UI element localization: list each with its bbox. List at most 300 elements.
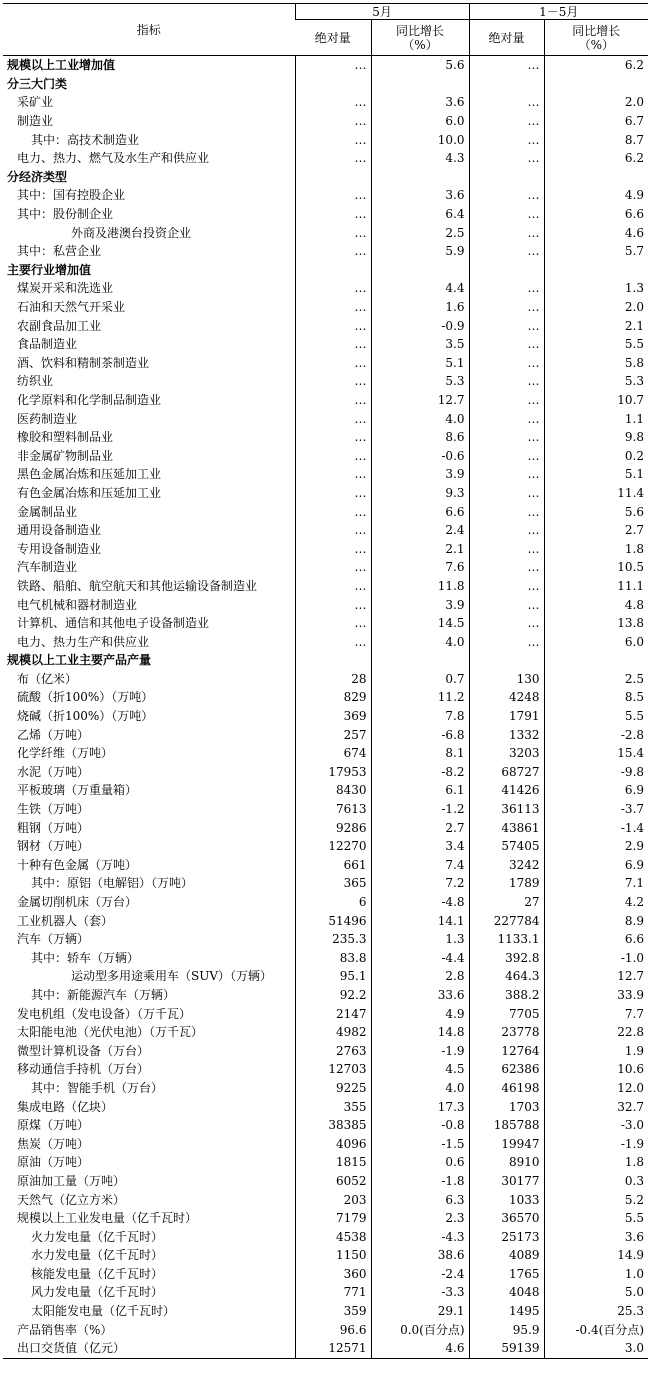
row-label: 外商及港澳台投资企业 bbox=[71, 225, 192, 240]
ytd-yoy-cell: 14.9 bbox=[544, 1246, 648, 1265]
ytd-absolute-cell: 4089 bbox=[469, 1246, 544, 1265]
ytd-absolute-cell: 4248 bbox=[469, 688, 544, 707]
ytd-yoy-cell: 2.5 bbox=[544, 670, 648, 689]
may-yoy-cell: 4.3 bbox=[371, 149, 469, 168]
ytd-absolute-cell: 1133.1 bbox=[469, 930, 544, 949]
ytd-absolute-cell: 36113 bbox=[469, 800, 544, 819]
may-absolute-cell: 355 bbox=[295, 1097, 371, 1116]
may-absolute-cell: 771 bbox=[295, 1283, 371, 1302]
ytd-yoy-cell: 1.8 bbox=[544, 539, 648, 558]
may-absolute-cell: 4538 bbox=[295, 1227, 371, 1246]
may-yoy-cell: -4.8 bbox=[371, 893, 469, 912]
may-yoy-cell: 2.3 bbox=[371, 1209, 469, 1228]
ytd-absolute-cell: 68727 bbox=[469, 763, 544, 782]
may-yoy-cell: 7.6 bbox=[371, 558, 469, 577]
ytd-yoy-cell: 3.6 bbox=[544, 1227, 648, 1246]
header-jan-may: 1－5月 bbox=[469, 4, 648, 20]
row-label: 天然气（亿立方米） bbox=[17, 1192, 126, 1207]
ytd-absolute-cell: … bbox=[469, 595, 544, 614]
may-yoy-cell: 6.3 bbox=[371, 1190, 469, 1209]
ytd-yoy-cell: 5.2 bbox=[544, 1190, 648, 1209]
may-yoy-cell: 6.4 bbox=[371, 205, 469, 224]
ytd-yoy-cell: 2.0 bbox=[544, 298, 648, 317]
row-label: 水力发电量（亿千瓦时） bbox=[31, 1248, 164, 1263]
table-row bbox=[3, 1097, 648, 1116]
table-row bbox=[3, 205, 648, 224]
table-row bbox=[3, 1134, 648, 1153]
may-yoy-cell bbox=[371, 168, 469, 187]
ytd-yoy-cell: 1.3 bbox=[544, 279, 648, 298]
ytd-yoy-cell: 5.5 bbox=[544, 1209, 648, 1228]
row-label: 电气机械和器材制造业 bbox=[17, 597, 138, 612]
table-row bbox=[3, 893, 648, 912]
table-row bbox=[3, 930, 648, 949]
may-yoy-cell: -0.9 bbox=[371, 316, 469, 335]
may-yoy-cell: 11.2 bbox=[371, 688, 469, 707]
may-yoy-cell: 8.6 bbox=[371, 428, 469, 447]
may-absolute-cell: … bbox=[295, 595, 371, 614]
may-yoy-cell: 3.9 bbox=[371, 465, 469, 484]
may-yoy-cell: -1.9 bbox=[371, 1041, 469, 1060]
may-yoy-cell: -1.8 bbox=[371, 1172, 469, 1191]
may-absolute-cell: 360 bbox=[295, 1265, 371, 1284]
row-label: 硫酸（折100%）（万吨） bbox=[17, 690, 154, 705]
may-yoy-cell: 33.6 bbox=[371, 986, 469, 1005]
ytd-absolute-cell: 12764 bbox=[469, 1041, 544, 1060]
ytd-yoy-cell: 8.5 bbox=[544, 688, 648, 707]
ytd-absolute-cell: … bbox=[469, 242, 544, 261]
table-row bbox=[3, 1339, 648, 1358]
ytd-absolute-cell: … bbox=[469, 484, 544, 503]
may-yoy-cell: 3.5 bbox=[371, 335, 469, 354]
may-yoy-cell: -0.8 bbox=[371, 1116, 469, 1135]
header-ytd-absolute: 绝对量 bbox=[469, 20, 544, 56]
row-label: 规模以上工业发电量（亿千瓦时） bbox=[17, 1211, 198, 1226]
ytd-absolute-cell: … bbox=[469, 279, 544, 298]
table-row bbox=[3, 1265, 648, 1284]
may-yoy-cell: 0.7 bbox=[371, 670, 469, 689]
ytd-yoy-cell: 2.7 bbox=[544, 521, 648, 540]
ytd-absolute-cell bbox=[469, 168, 544, 187]
may-absolute-cell: … bbox=[295, 521, 371, 540]
table-row bbox=[3, 316, 648, 335]
ytd-yoy-cell: -3.0 bbox=[544, 1116, 648, 1135]
ytd-absolute-cell: … bbox=[469, 372, 544, 391]
ytd-absolute-cell: 1332 bbox=[469, 725, 544, 744]
row-label: 采矿业 bbox=[17, 95, 54, 110]
may-yoy-cell: 2.7 bbox=[371, 818, 469, 837]
table-row bbox=[3, 967, 648, 986]
may-yoy-cell bbox=[371, 261, 469, 280]
table-row bbox=[3, 112, 648, 131]
may-yoy-cell: 4.6 bbox=[371, 1339, 469, 1358]
may-yoy-cell: -4.4 bbox=[371, 949, 469, 968]
may-yoy-cell: 9.3 bbox=[371, 484, 469, 503]
row-label: 汽车制造业 bbox=[17, 560, 78, 575]
ytd-absolute-cell: … bbox=[469, 335, 544, 354]
may-absolute-cell: 9286 bbox=[295, 818, 371, 837]
may-absolute-cell: 7613 bbox=[295, 800, 371, 819]
may-absolute-cell: … bbox=[295, 242, 371, 261]
may-absolute-cell: 235.3 bbox=[295, 930, 371, 949]
ytd-absolute-cell: 43861 bbox=[469, 818, 544, 837]
may-absolute-cell: 83.8 bbox=[295, 949, 371, 968]
may-yoy-cell: 2.1 bbox=[371, 539, 469, 558]
table-header bbox=[3, 4, 648, 56]
may-yoy-cell: 1.3 bbox=[371, 930, 469, 949]
row-label: 发电机组（发电设备）（万千瓦） bbox=[17, 1006, 192, 1021]
may-absolute-cell: 8430 bbox=[295, 781, 371, 800]
ytd-yoy-cell: 12.0 bbox=[544, 1079, 648, 1098]
may-absolute-cell: 9225 bbox=[295, 1079, 371, 1098]
row-label: 乙烯（万吨） bbox=[17, 727, 90, 742]
row-label: 石油和天然气开采业 bbox=[17, 300, 126, 315]
ytd-absolute-cell: … bbox=[469, 577, 544, 596]
ytd-absolute-cell: … bbox=[469, 614, 544, 633]
ytd-yoy-cell: 22.8 bbox=[544, 1023, 648, 1042]
ytd-yoy-cell bbox=[544, 75, 648, 94]
table-body bbox=[3, 56, 648, 1359]
may-yoy-cell bbox=[371, 75, 469, 94]
ytd-absolute-cell: 59139 bbox=[469, 1339, 544, 1358]
ytd-yoy-cell: 4.8 bbox=[544, 595, 648, 614]
ytd-yoy-cell: 3.0 bbox=[544, 1339, 648, 1358]
row-label: 电力、热力、燃气及水生产和供应业 bbox=[17, 151, 210, 166]
ytd-yoy-cell: 8.9 bbox=[544, 911, 648, 930]
row-label: 微型计算机设备（万台） bbox=[17, 1043, 150, 1058]
may-yoy-cell: -4.3 bbox=[371, 1227, 469, 1246]
industrial-stats-table bbox=[3, 3, 648, 1359]
may-absolute-cell: 95.1 bbox=[295, 967, 371, 986]
row-label: 分经济类型 bbox=[7, 169, 68, 184]
may-yoy-cell: 5.6 bbox=[371, 56, 469, 75]
row-label: 计算机、通信和其他电子设备制造业 bbox=[17, 616, 210, 631]
may-yoy-cell: 0.0(百分点) bbox=[371, 1320, 469, 1339]
row-label: 粗钢（万吨） bbox=[17, 820, 90, 835]
may-absolute-cell: 6 bbox=[295, 893, 371, 912]
may-yoy-cell: 7.2 bbox=[371, 874, 469, 893]
header-may-absolute: 绝对量 bbox=[295, 20, 371, 56]
row-label: 其中：高技术制造业 bbox=[31, 132, 140, 147]
ytd-yoy-cell: 5.5 bbox=[544, 335, 648, 354]
ytd-yoy-cell: -1.4 bbox=[544, 818, 648, 837]
ytd-yoy-cell: 6.6 bbox=[544, 930, 648, 949]
may-yoy-cell: 4.0 bbox=[371, 1079, 469, 1098]
row-label: 其中：股份制企业 bbox=[17, 207, 114, 222]
table-row bbox=[3, 149, 648, 168]
may-absolute-cell: … bbox=[295, 558, 371, 577]
ytd-absolute-cell: … bbox=[469, 149, 544, 168]
row-label: 电力、热力生产和供应业 bbox=[17, 634, 150, 649]
ytd-yoy-cell: 10.7 bbox=[544, 391, 648, 410]
ytd-absolute-cell: … bbox=[469, 521, 544, 540]
ytd-absolute-cell bbox=[469, 261, 544, 280]
may-absolute-cell: 51496 bbox=[295, 911, 371, 930]
may-yoy-cell: 12.7 bbox=[371, 391, 469, 410]
may-yoy-cell: 5.9 bbox=[371, 242, 469, 261]
ytd-yoy-cell bbox=[544, 261, 648, 280]
may-absolute-cell bbox=[295, 168, 371, 187]
ytd-absolute-cell: 57405 bbox=[469, 837, 544, 856]
ytd-absolute-cell: … bbox=[469, 632, 544, 651]
may-absolute-cell bbox=[295, 261, 371, 280]
table-row bbox=[3, 1153, 648, 1172]
row-label: 烧碱（折100%）（万吨） bbox=[17, 709, 154, 724]
table-row bbox=[3, 1004, 648, 1023]
may-absolute-cell: … bbox=[295, 279, 371, 298]
may-absolute-cell: … bbox=[295, 391, 371, 410]
may-yoy-cell: 4.9 bbox=[371, 1004, 469, 1023]
ytd-absolute-cell: 1789 bbox=[469, 874, 544, 893]
row-label: 化学原料和化学制品制造业 bbox=[17, 392, 162, 407]
ytd-yoy-cell bbox=[544, 168, 648, 187]
may-absolute-cell: … bbox=[295, 428, 371, 447]
ytd-absolute-cell: … bbox=[469, 223, 544, 242]
may-yoy-cell: 3.6 bbox=[371, 93, 469, 112]
ytd-absolute-cell: … bbox=[469, 186, 544, 205]
table-row bbox=[3, 1023, 648, 1042]
ytd-absolute-cell: … bbox=[469, 112, 544, 131]
may-yoy-cell: 38.6 bbox=[371, 1246, 469, 1265]
ytd-absolute-cell: … bbox=[469, 539, 544, 558]
table-row bbox=[3, 874, 648, 893]
row-label: 集成电路（亿块） bbox=[17, 1099, 114, 1114]
table-row bbox=[3, 465, 648, 484]
ytd-yoy-cell: 25.3 bbox=[544, 1302, 648, 1321]
ytd-yoy-cell: 1.1 bbox=[544, 409, 648, 428]
ytd-yoy-cell: 6.9 bbox=[544, 856, 648, 875]
ytd-yoy-cell: 6.2 bbox=[544, 149, 648, 168]
row-label: 火力发电量（亿千瓦时） bbox=[31, 1229, 164, 1244]
row-label: 其中：新能源汽车（万辆） bbox=[31, 987, 176, 1002]
header-yoy-label: 同比增长 bbox=[572, 23, 621, 38]
may-yoy-cell: 4.0 bbox=[371, 632, 469, 651]
table-row bbox=[3, 484, 648, 503]
may-yoy-cell: -6.8 bbox=[371, 725, 469, 744]
ytd-absolute-cell: 36570 bbox=[469, 1209, 544, 1228]
may-absolute-cell: … bbox=[295, 335, 371, 354]
stats-table-container bbox=[3, 3, 648, 1359]
ytd-absolute-cell: 1495 bbox=[469, 1302, 544, 1321]
row-label: 酒、饮料和精制茶制造业 bbox=[17, 355, 150, 370]
ytd-yoy-cell: 5.7 bbox=[544, 242, 648, 261]
row-label: 规模以上工业增加值 bbox=[7, 58, 116, 73]
row-label: 非金属矿物制品业 bbox=[17, 448, 114, 463]
row-label: 核能发电量（亿千瓦时） bbox=[31, 1266, 164, 1281]
table-row bbox=[3, 707, 648, 726]
ytd-yoy-cell: 1.0 bbox=[544, 1265, 648, 1284]
may-absolute-cell: … bbox=[295, 484, 371, 503]
ytd-yoy-cell: 6.9 bbox=[544, 781, 648, 800]
may-absolute-cell: 2147 bbox=[295, 1004, 371, 1023]
table-row bbox=[3, 725, 648, 744]
may-absolute-cell: … bbox=[295, 502, 371, 521]
ytd-absolute-cell: … bbox=[469, 409, 544, 428]
ytd-yoy-cell: 6.7 bbox=[544, 112, 648, 131]
table-row bbox=[3, 279, 648, 298]
table-row bbox=[3, 1116, 648, 1135]
may-absolute-cell: … bbox=[295, 632, 371, 651]
table-row bbox=[3, 521, 648, 540]
ytd-absolute-cell: 130 bbox=[469, 670, 544, 689]
table-row bbox=[3, 130, 648, 149]
ytd-absolute-cell: 1765 bbox=[469, 1265, 544, 1284]
table-row bbox=[3, 1172, 648, 1191]
ytd-absolute-cell: … bbox=[469, 558, 544, 577]
table-row bbox=[3, 1320, 648, 1339]
may-absolute-cell: 28 bbox=[295, 670, 371, 689]
may-absolute-cell: 6052 bbox=[295, 1172, 371, 1191]
ytd-yoy-cell: 1.9 bbox=[544, 1041, 648, 1060]
row-label: 食品制造业 bbox=[17, 337, 78, 352]
row-label: 其中：私营企业 bbox=[17, 244, 102, 259]
may-absolute-cell: … bbox=[295, 465, 371, 484]
table-row bbox=[3, 1079, 648, 1098]
table-row bbox=[3, 856, 648, 875]
table-row bbox=[3, 335, 648, 354]
table-row bbox=[3, 391, 648, 410]
may-yoy-cell: 5.1 bbox=[371, 354, 469, 373]
row-label: 纺织业 bbox=[17, 374, 54, 389]
row-label: 规模以上工业主要产品产量 bbox=[7, 653, 152, 668]
may-absolute-cell: 96.6 bbox=[295, 1320, 371, 1339]
ytd-yoy-cell: 5.3 bbox=[544, 372, 648, 391]
row-label: 布（亿米） bbox=[17, 671, 78, 686]
may-absolute-cell: 369 bbox=[295, 707, 371, 726]
ytd-yoy-cell: 2.0 bbox=[544, 93, 648, 112]
row-label: 有色金属冶炼和压延加工业 bbox=[17, 485, 162, 500]
may-yoy-cell: 1.6 bbox=[371, 298, 469, 317]
may-yoy-cell: -2.4 bbox=[371, 1265, 469, 1284]
table-row bbox=[3, 428, 648, 447]
table-row bbox=[3, 1041, 648, 1060]
may-absolute-cell: … bbox=[295, 205, 371, 224]
row-label: 专用设备制造业 bbox=[17, 541, 102, 556]
may-absolute-cell: … bbox=[295, 112, 371, 131]
may-yoy-cell: 0.6 bbox=[371, 1153, 469, 1172]
header-indicator: 指标 bbox=[3, 4, 295, 56]
may-absolute-cell: 12270 bbox=[295, 837, 371, 856]
may-absolute-cell bbox=[295, 75, 371, 94]
may-absolute-cell: 203 bbox=[295, 1190, 371, 1209]
may-yoy-cell: 8.1 bbox=[371, 744, 469, 763]
ytd-yoy-cell: 5.8 bbox=[544, 354, 648, 373]
ytd-yoy-cell: 10.6 bbox=[544, 1060, 648, 1079]
ytd-absolute-cell: … bbox=[469, 298, 544, 317]
ytd-absolute-cell: 392.8 bbox=[469, 949, 544, 968]
ytd-yoy-cell: -3.7 bbox=[544, 800, 648, 819]
may-yoy-cell: 17.3 bbox=[371, 1097, 469, 1116]
may-absolute-cell: 1815 bbox=[295, 1153, 371, 1172]
table-row bbox=[3, 1209, 648, 1228]
ytd-yoy-cell: 5.1 bbox=[544, 465, 648, 484]
row-label: 钢材（万吨） bbox=[17, 839, 90, 854]
row-label: 化学纤维（万吨） bbox=[17, 746, 114, 761]
ytd-absolute-cell: 1703 bbox=[469, 1097, 544, 1116]
ytd-yoy-cell: 4.6 bbox=[544, 223, 648, 242]
row-label: 黑色金属冶炼和压延加工业 bbox=[17, 467, 162, 482]
ytd-absolute-cell: … bbox=[469, 93, 544, 112]
row-label: 运动型多用途乘用车（SUV）（万辆） bbox=[71, 969, 273, 984]
may-absolute-cell: 92.2 bbox=[295, 986, 371, 1005]
table-row bbox=[3, 1246, 648, 1265]
may-yoy-cell: 2.8 bbox=[371, 967, 469, 986]
may-yoy-cell: 4.4 bbox=[371, 279, 469, 298]
ytd-yoy-cell: 6.6 bbox=[544, 205, 648, 224]
row-label: 制造业 bbox=[17, 114, 54, 129]
row-label: 金属切削机床（万台） bbox=[17, 895, 138, 910]
may-absolute-cell: … bbox=[295, 446, 371, 465]
ytd-yoy-cell: 0.3 bbox=[544, 1172, 648, 1191]
section-row bbox=[3, 56, 648, 75]
may-yoy-cell: 11.8 bbox=[371, 577, 469, 596]
ytd-absolute-cell: … bbox=[469, 465, 544, 484]
ytd-absolute-cell: 227784 bbox=[469, 911, 544, 930]
table-row bbox=[3, 781, 648, 800]
may-absolute-cell: 4982 bbox=[295, 1023, 371, 1042]
table-row bbox=[3, 298, 648, 317]
may-yoy-cell: 5.3 bbox=[371, 372, 469, 391]
table-row bbox=[3, 986, 648, 1005]
ytd-absolute-cell: 95.9 bbox=[469, 1320, 544, 1339]
row-label: 焦炭（万吨） bbox=[17, 1136, 90, 1151]
row-label: 医药制造业 bbox=[17, 411, 78, 426]
table-row bbox=[3, 949, 648, 968]
table-row bbox=[3, 818, 648, 837]
may-yoy-cell: 14.8 bbox=[371, 1023, 469, 1042]
row-label: 生铁（万吨） bbox=[17, 802, 90, 817]
ytd-absolute-cell: 4048 bbox=[469, 1283, 544, 1302]
table-row bbox=[3, 595, 648, 614]
row-label: 其中：轿车（万辆） bbox=[31, 950, 140, 965]
ytd-yoy-cell bbox=[544, 651, 648, 670]
table-row bbox=[3, 577, 648, 596]
may-yoy-cell: 14.1 bbox=[371, 911, 469, 930]
may-yoy-cell: 10.0 bbox=[371, 130, 469, 149]
ytd-yoy-cell: -1.0 bbox=[544, 949, 648, 968]
ytd-yoy-cell: 1.8 bbox=[544, 1153, 648, 1172]
row-label: 太阳能发电量（亿千瓦时） bbox=[31, 1304, 176, 1319]
ytd-yoy-cell: 11.4 bbox=[544, 484, 648, 503]
ytd-absolute-cell: … bbox=[469, 56, 544, 75]
ytd-absolute-cell: 46198 bbox=[469, 1079, 544, 1098]
may-absolute-cell: 38385 bbox=[295, 1116, 371, 1135]
may-absolute-cell: … bbox=[295, 186, 371, 205]
table-row bbox=[3, 1227, 648, 1246]
ytd-yoy-cell: 9.8 bbox=[544, 428, 648, 447]
table-row bbox=[3, 409, 648, 428]
ytd-yoy-cell: 6.2 bbox=[544, 56, 648, 75]
may-absolute-cell: 829 bbox=[295, 688, 371, 707]
ytd-absolute-cell: … bbox=[469, 354, 544, 373]
ytd-absolute-cell: 30177 bbox=[469, 1172, 544, 1191]
may-yoy-cell: 6.0 bbox=[371, 112, 469, 131]
may-absolute-cell: … bbox=[295, 56, 371, 75]
table-row bbox=[3, 186, 648, 205]
may-yoy-cell: 7.8 bbox=[371, 707, 469, 726]
may-yoy-cell: -1.5 bbox=[371, 1134, 469, 1153]
may-yoy-cell: 3.6 bbox=[371, 186, 469, 205]
ytd-absolute-cell: 3242 bbox=[469, 856, 544, 875]
ytd-absolute-cell: … bbox=[469, 502, 544, 521]
section-row bbox=[3, 168, 648, 187]
row-label: 原油加工量（万吨） bbox=[17, 1173, 126, 1188]
table-row bbox=[3, 539, 648, 558]
table-row bbox=[3, 446, 648, 465]
may-absolute-cell: … bbox=[295, 149, 371, 168]
ytd-yoy-cell: 15.4 bbox=[544, 744, 648, 763]
row-label: 铁路、船舶、航空航天和其他运输设备制造业 bbox=[17, 578, 258, 593]
